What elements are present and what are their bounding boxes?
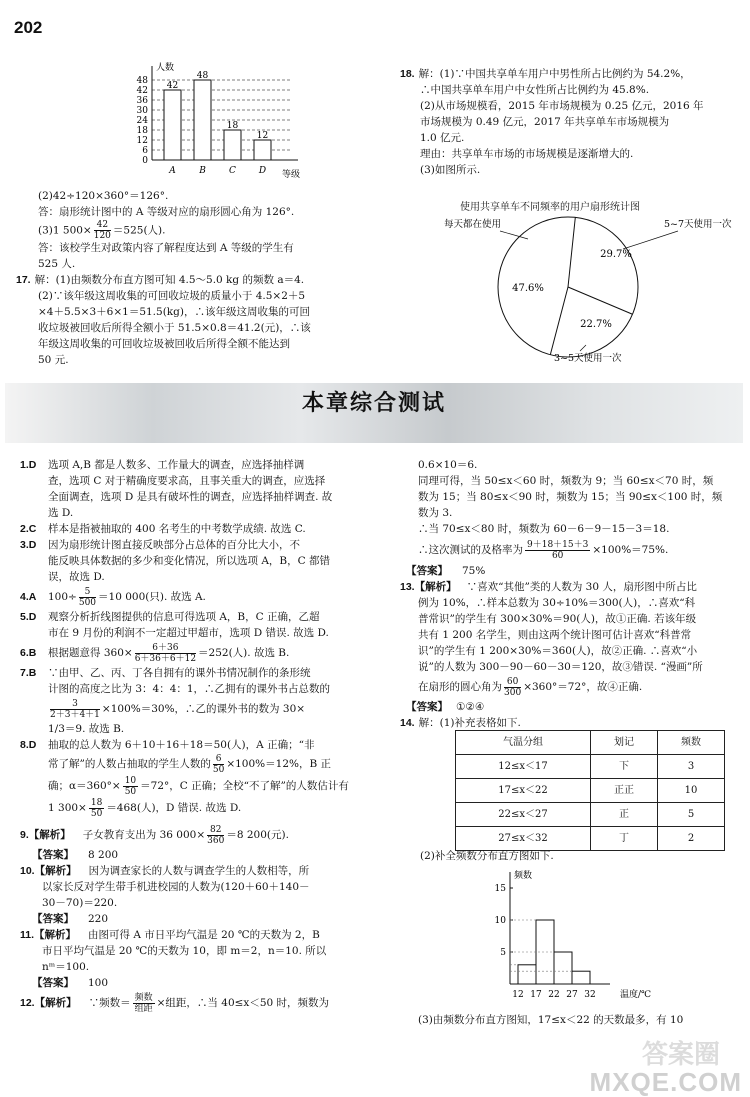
line: nᵐ＝100.: [42, 961, 90, 973]
den: 300: [504, 687, 522, 698]
line: 数为 3.: [418, 507, 453, 519]
text: ∵频数＝: [88, 997, 131, 1009]
line: 市日平均气温是 20 ℃的天数为 10，即 m＝2，n＝10. 所以: [42, 945, 327, 957]
fraction: [213, 754, 224, 775]
text: ×100%＝75%.: [592, 544, 669, 556]
line: 解：(1)补充表格如下.: [418, 717, 521, 729]
table-row: [456, 827, 725, 851]
line: 识”的学生有 1 200×30%＝360(人)，故②正确. ∴喜欢“小: [418, 645, 698, 657]
line: 说”的人数为 300－90－60－30＝120，故③错误. “漫画”所: [418, 661, 703, 673]
line: (2)从市场规模看，2015 年市场规模为 0.25 亿元，2016 年: [420, 100, 704, 112]
y-tick-label: 6: [142, 146, 148, 156]
bar-value-label: 12: [256, 131, 269, 141]
pie-chart: [440, 215, 740, 365]
th: 划记: [591, 731, 658, 755]
line: 例为 10%，∴样本总数为 30÷10%＝300(人)，∴喜欢“科: [418, 597, 696, 609]
slice-label: 5~7天使用一次: [664, 219, 732, 230]
cell: 10: [658, 779, 725, 803]
frequency-histogram: [470, 866, 670, 1008]
line: 收垃圾被回收后所得全额小于 51.5×0.8＝41.2(元)，∴该: [38, 322, 311, 334]
text: ＝468(人)，D 错误. 故选 D.: [106, 802, 242, 814]
q-num: 7.B: [20, 667, 37, 679]
line: 1.0 亿元.: [420, 132, 465, 144]
den: 50: [212, 764, 225, 775]
q-num: 3.D: [20, 539, 37, 551]
line: 全面调查，选项 D 是具有破坏性的调查，应选择抽样调查. 故: [48, 491, 333, 503]
left-bottom-text: [20, 457, 380, 1015]
q-label: 9.【解析】: [20, 829, 71, 841]
section-banner: [5, 383, 743, 443]
slice-value-label: 47.6%: [512, 283, 544, 294]
fraction: [135, 643, 196, 664]
text: (3)1 500×: [38, 224, 92, 237]
line: ∵由甲、乙、丙、丁各自拥有的课外书情况制作的条形统: [48, 667, 311, 679]
den: 60: [551, 550, 564, 561]
line: 525 人.: [38, 258, 76, 270]
line: 观察分析折线图提供的信息可得选项 A，B，C 正确，乙超: [48, 611, 320, 623]
den: 50: [90, 808, 103, 819]
slice-value-label: 22.7%: [580, 319, 612, 330]
text: ＝72°，C 正确；全校“不了解”的人数估计有: [140, 780, 349, 792]
line: ×4＋5.5×3＋6×1＝51.5(kg)，∴该年级这周收集的可回: [38, 306, 310, 318]
cell: 下: [591, 755, 658, 779]
q-num: 18.: [400, 68, 415, 80]
num: 18: [90, 797, 103, 808]
x-tick-label: D: [258, 166, 267, 176]
cell: 17≤x＜22: [456, 779, 591, 803]
line: 答：扇形统计图中的 A 等级对应的扇形圆心角为 126°.: [38, 206, 295, 218]
line: (2)补全频数分布直方图如下.: [420, 850, 554, 862]
q-label: 10.【解析】: [20, 865, 77, 877]
line: 理由：共享单车市场的市场规模是逐渐增大的.: [420, 148, 634, 160]
line: 由图可得 A 市日平均气温是 20 ℃的天数为 2，B: [88, 929, 320, 941]
x-tick-label: 32: [584, 990, 596, 1000]
text: 在扇形的圆心角为: [418, 681, 502, 693]
line: (3)由频数分布直方图知，17≤x＜22 的天数最多，有 10: [418, 1014, 684, 1026]
slice-value-label: 29.7%: [600, 249, 632, 260]
q-num: 14.: [400, 717, 415, 729]
x-tick-label: B: [199, 166, 206, 176]
x-tick-label: 17: [530, 990, 542, 1000]
cell: 27≤x＜32: [456, 827, 591, 851]
table-row: [456, 755, 725, 779]
line: 市在 9 月份的利润不一定超过甲超市，选项 D 错误. 故选 D.: [48, 627, 329, 639]
x-tick-label: 12: [512, 990, 524, 1000]
den: 500: [78, 597, 97, 608]
x-tick-label: A: [169, 166, 176, 176]
fraction: [123, 776, 138, 797]
y-tick-label: 42: [136, 86, 148, 96]
num: 5: [79, 587, 96, 598]
answer-value: 220: [88, 913, 109, 925]
line: 选 D.: [48, 507, 74, 519]
answer-label: 【答案】: [32, 849, 74, 861]
text: ×组距，∴当 40≤x＜50 时，频数为: [156, 997, 330, 1009]
num: 42: [94, 220, 111, 231]
watermark-logo: 答案圈: [641, 1039, 720, 1069]
x-axis-label: 等级: [282, 170, 301, 180]
answer-label: 【答案】: [32, 977, 74, 989]
answer-label: 【答案】: [406, 565, 448, 577]
y-tick-label: 5: [500, 948, 506, 958]
fraction: [207, 825, 224, 846]
line: 数为 15；当 80≤x＜90 时，频数为 15；当 90≤x＜100 时，频: [418, 491, 723, 503]
answer-value: 100: [88, 977, 109, 989]
fraction: [79, 587, 96, 608]
y-tick-label: 36: [136, 96, 148, 106]
grade-bar-chart: [120, 60, 320, 185]
text: ×100%＝12%，B 正: [226, 758, 332, 770]
x-tick-label: C: [229, 166, 236, 176]
line: 选项 A,B 都是人数多、工作量大的调查，应选择抽样调: [48, 459, 305, 471]
num: 频数: [134, 992, 153, 1003]
line: 因为调查家长的人数与调查学生的人数相等，所: [88, 865, 310, 877]
y-axis-label: 频数: [514, 871, 533, 881]
text: 常了解”的人数占抽取的学生人数的: [48, 758, 211, 770]
answer-label: 【答案】: [406, 701, 448, 713]
line: 1/3＝9. 故选 B.: [48, 723, 125, 735]
line: [38, 220, 378, 240]
bar-value-label: 48: [196, 71, 209, 81]
fraction: [525, 540, 590, 561]
text: 子女教育支出为 36 000×: [82, 829, 206, 841]
line: 查，选项 C 对于精确度要求高，且事关重大的调查，应选择: [48, 475, 326, 487]
histogram-bar: [572, 971, 590, 984]
watermark-url: MXQE.COM: [589, 1067, 742, 1097]
line: (2)42÷120×360°＝126°.: [38, 190, 169, 202]
line: 样本是指被抽取的 400 名考生的中考数学成绩. 故选 C.: [48, 523, 306, 535]
text: ＝252(人). 故选 B.: [198, 647, 290, 659]
x-tick-label: 27: [566, 990, 578, 1000]
cell: 丁: [591, 827, 658, 851]
bar-value-label: 18: [226, 121, 239, 131]
line: 解：(1)由频数分布直方图可知 4.5～5.0 kg 的频数 a＝4.: [34, 274, 305, 286]
bar: [254, 140, 271, 160]
table-row: [456, 779, 725, 803]
num: 6＋36: [135, 643, 196, 654]
y-tick-label: 15: [494, 884, 506, 894]
cell: 正: [591, 803, 658, 827]
text: 100÷: [48, 591, 77, 603]
cell: 正正: [591, 779, 658, 803]
slice-label: 每天都在使用: [444, 219, 502, 230]
line: 抽取的总人数为 6＋10＋16＋18＝50(人)，A 正确；“非: [48, 739, 315, 751]
line: 普常识”的学生有 300×30%＝90(人)，故①正确. 若该年级: [418, 613, 697, 625]
answer-value: 75%: [462, 565, 486, 577]
q-num: 1.D: [20, 459, 37, 471]
line: 市场规模为 0.49 亿元，2017 年共享单车市场规模为: [420, 116, 670, 128]
den: 组距: [134, 1003, 153, 1014]
slice-label: 3~5天使用一次: [554, 353, 622, 364]
fraction: [133, 993, 155, 1014]
y-tick-label: 48: [136, 76, 148, 86]
line: ∵喜欢“其他”类的人数为 30 人，扇形图中所占比: [466, 581, 697, 593]
den: 50: [124, 786, 137, 797]
y-tick-label: 24: [136, 116, 148, 126]
leader-line: [623, 231, 678, 249]
text: ×100%＝30%，∴乙的课外书的数为 30×: [101, 703, 306, 715]
cell: 2: [658, 827, 725, 851]
den: 120: [93, 231, 111, 241]
line: 误，故选 D.: [48, 571, 105, 583]
text: ＝525(人).: [112, 224, 166, 237]
cell: 22≤x＜27: [456, 803, 591, 827]
table-header-row: [456, 731, 725, 755]
cell: 3: [658, 755, 725, 779]
text: 确；α＝360°×: [48, 780, 121, 792]
bar: [164, 90, 181, 160]
num: 9＋18＋15＋3: [527, 539, 589, 550]
num: 6: [213, 754, 224, 765]
q-label: 12.【解析】: [20, 997, 77, 1009]
text: ＝10 000(只). 故选 A.: [98, 591, 206, 603]
frequency-table: [455, 730, 725, 851]
q-num: 8.D: [20, 739, 37, 751]
line: 计图的高度之比为 3：4：4：1，∴乙拥有的课外书占总数的: [48, 683, 331, 695]
text: ∴这次测试的及格率为: [418, 544, 523, 556]
section-title: 本章综合测试: [301, 390, 446, 415]
y-axis-label: 人数: [156, 63, 175, 73]
den: 6＋36＋6＋12: [134, 653, 197, 664]
line: (2)∵该年级这周收集的可回收垃圾的质量小于 4.5×2＋5: [38, 290, 306, 302]
th: 气温分组: [456, 731, 591, 755]
q-num: 6.B: [20, 647, 37, 659]
line: 以家长反对学生带手机进校园的人数为(120＋60＋140－: [42, 881, 310, 893]
text: 1 300×: [48, 802, 87, 814]
line: (3)如图所示.: [420, 164, 481, 176]
bar: [224, 130, 241, 160]
den: 360: [207, 835, 225, 846]
text: 根据题意得 360×: [48, 647, 133, 659]
pie-title: 使用共享单车不同频率的用户扇形统计图: [460, 202, 640, 213]
q-num: 2.C: [20, 523, 37, 535]
line: 30－70)＝220.: [42, 897, 118, 909]
fraction: [89, 798, 104, 819]
y-tick-label: 10: [494, 916, 506, 926]
table-row: [456, 803, 725, 827]
histogram-bar: [554, 952, 572, 984]
num: 82: [207, 825, 224, 836]
answer-label: 【答案】: [32, 913, 74, 925]
page-number: 202: [14, 18, 43, 37]
den: 2＋3＋4＋1: [50, 709, 100, 720]
q1: [20, 457, 380, 521]
cell: 12≤x＜17: [456, 755, 591, 779]
fraction: [50, 699, 100, 720]
text: ×360°＝72°，故④正确.: [523, 681, 643, 693]
q-num: 5.D: [20, 611, 37, 623]
bar-value-label: 42: [166, 81, 179, 91]
line: 能反映具体数据的多少和变化情况，所以选项 A，B，C 都错: [48, 555, 331, 567]
y-tick-label: 30: [136, 106, 148, 116]
line: 因为扇形统计图直接反映部分占总体的百分比大小，不: [48, 539, 300, 551]
num: 60: [504, 677, 521, 688]
num: 10: [124, 775, 137, 786]
line: 解：(1)∵中国共享单车用户中男性所占比例约为 54.2%，: [418, 68, 691, 80]
x-axis-label: 温度/℃: [620, 990, 652, 1000]
x-tick-label: 22: [548, 990, 560, 1000]
right-bottom-text: [400, 457, 740, 731]
bar: [194, 80, 211, 160]
line: 0.6×10＝6.: [418, 459, 478, 471]
num: 3: [50, 699, 100, 710]
histogram-bar: [518, 965, 536, 984]
answer-value: ①②④: [456, 701, 485, 713]
fraction: [504, 677, 521, 698]
line: 50 元.: [38, 354, 69, 366]
q-label: 11.【解析】: [20, 929, 77, 941]
th: 频数: [658, 731, 725, 755]
cell: 5: [658, 803, 725, 827]
y-tick-label: 18: [136, 126, 148, 136]
line: 共有 1 200 名学生，则由这两个统计图可估计喜欢“科普常: [418, 629, 692, 641]
line: ∴当 70≤x＜80 时，频数为 60－6－9－15－3＝18.: [418, 523, 670, 535]
q-label: 13.【解析】: [400, 581, 457, 593]
line: 年级这周收集的可回收垃圾被回收后所得全额不能达到: [38, 338, 290, 350]
q-num: 4.A: [20, 591, 37, 603]
y-tick-label: 12: [136, 136, 148, 146]
y-tick-label: 0: [142, 156, 148, 166]
line: 同理可得，当 50≤x＜60 时，频数为 9；当 60≤x＜70 时，频: [418, 475, 714, 487]
left-top-text: [16, 188, 378, 368]
answer-value: 8 200: [88, 849, 119, 861]
q-num: 17.: [16, 274, 31, 286]
text: ＝8 200(元).: [226, 829, 289, 841]
right-top-text: [400, 66, 740, 178]
question-17: [16, 272, 378, 368]
line: ∴中国共享单车用户中女性所占比例约为 45.8%.: [420, 84, 650, 96]
fraction: [94, 220, 111, 241]
line: 答：该校学生对政策内容了解程度达到 A 等级的学生有: [38, 242, 294, 254]
